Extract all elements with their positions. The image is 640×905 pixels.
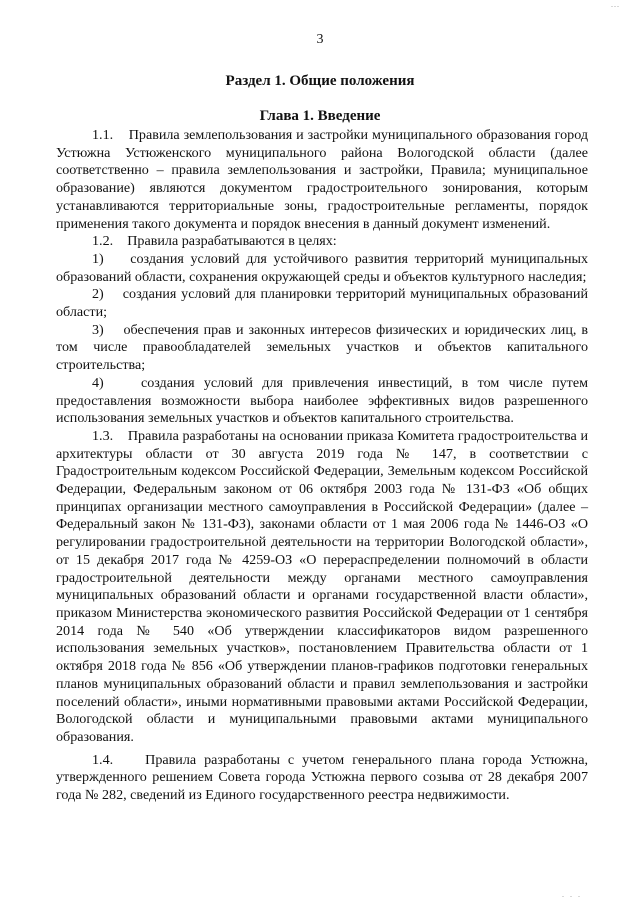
paragraph-1-1: 1.1. Правила землепользования и застройки муниципального образования город Устюжна Устюженского муниципального района Вологодской области (далее соответственно – правила землепользования и застройки, Правила; муниципальное образование) являются документом градостроительного зонирования, которым устанавливаются территориальные зоны, градостроительные регламенты, порядок применения такого документа и порядок внесения в данный документ изменений. [56, 127, 588, 232]
page-number: 3 [316, 32, 324, 47]
section-heading: Раздел 1. Общие положения [225, 73, 415, 89]
list-item-3: 3) обеспечения прав и законных интересов физических и юридических лиц, в том числе правообладателей земельных участков и объектов капитального строительства; [56, 321, 588, 374]
document-body [56, 127, 588, 805]
paragraph-1-4: 1.4. Правила разработаны с учетом генерального плана города Устюжна, утвержденного решением Совета города Устюжна первого созыва от 28 декабря 2007 года № 282, сведений из Единого государственного реестра недвижимости. [56, 751, 588, 804]
paragraph-1-2: 1.2. Правила разрабатываются в целях: [92, 233, 337, 250]
list-item-2: 2) создания условий для планировки территорий муниципальных образований области; [56, 286, 588, 321]
list-item-1: 1) создания условий для устойчивого развития территорий муниципальных образований области, сохранения окружающей среды и объектов культурного наследия; [56, 250, 588, 285]
scan-corner-mark: ... [611, 0, 620, 9]
chapter-heading: Глава 1. Введение [259, 108, 381, 124]
paragraph-1-3: 1.3. Правила разработаны на основании приказа Комитета градостроительства и архитектуры области от 30 августа 2019 года № 147, в соответствии с Градостроительным кодексом Российской Федерации, Земельным кодексом Российской Федерации, Федеральным законом от 06 октября 2003 года № 131-ФЗ «Об общих принципах организации местного самоуправления в Российской Федерации» (далее – Федеральный закон № 131-ФЗ), законами области от 1 мая 2006 года № 1446-ОЗ «О регулировании градостроительной деятельности на территории Вологодской области», от 15 декабря 2017 года № 4259-ОЗ «О перераспределении полномочий в области градостроительной деятельности между органами местного самоуправления муниципальных образований области и органами государственной власти области», приказом Министерства экономического развития Российской Федерации от 1 сентября 2014 года № 540 «Об утверждении классификаторов видом разрешенного использования земельных участков», постановлением Правительства области от 1 октября 2018 года № 856 «Об утверждении планов-графиков подготовки генеральных планов муниципальных образований области и правил землепользования и застройки поселений области», иными нормативными правовыми актами Российской Федерации, Вологодской области и муниципальными правовыми актами муниципального образования. [56, 427, 588, 745]
scan-footer-mark: . . . [562, 890, 582, 899]
list-item-4: 4) создания условий для привлечения инвестиций, в том числе путем предоставления возможности выбора наиболее эффективных видов разрешенного использования земельных участков и объектов капитального строительства. [56, 374, 588, 427]
